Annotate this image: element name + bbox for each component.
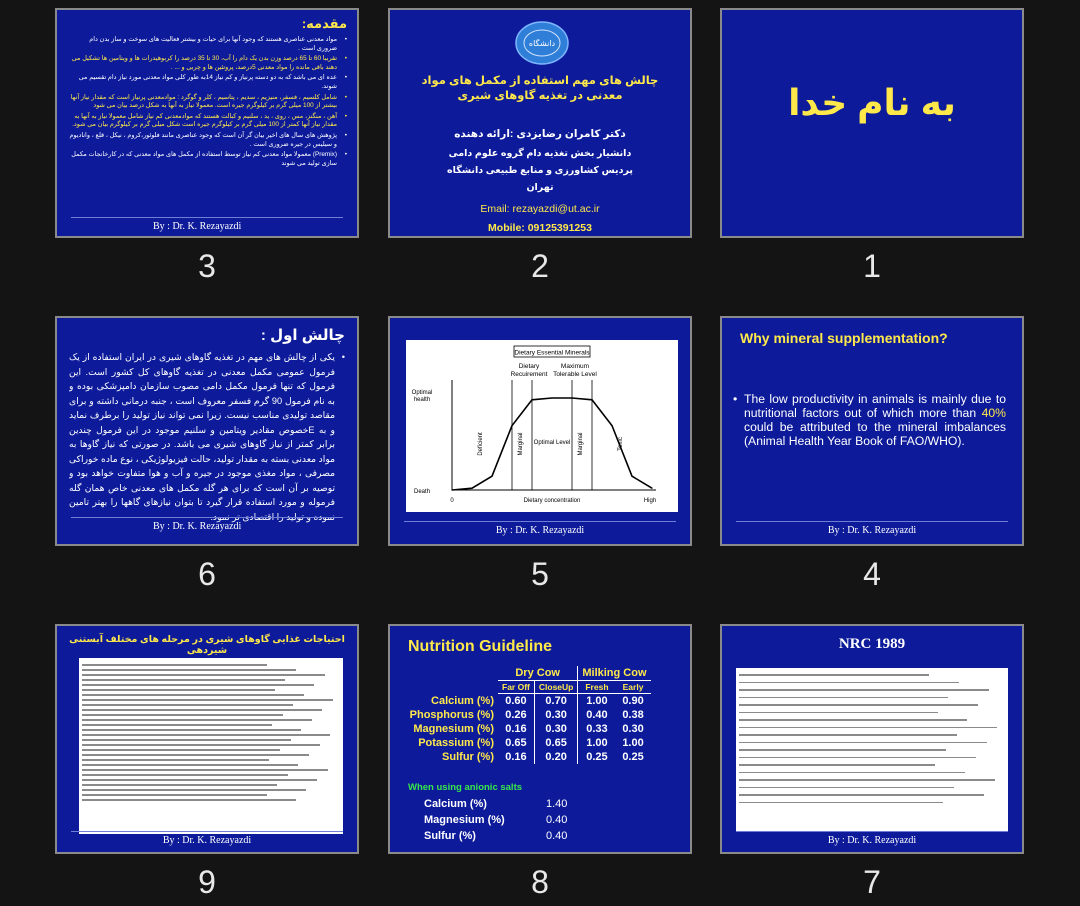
table-line: [82, 779, 317, 781]
table-line: [82, 764, 298, 766]
top-label-requirement: Recuirement: [510, 371, 548, 378]
slide-footer: By : Dr. K. Rezayazdi: [57, 521, 357, 532]
table-line: [82, 744, 320, 746]
chart-point: [551, 397, 552, 398]
table-line: [82, 789, 306, 791]
table-line: [739, 779, 995, 781]
anionic-row: [424, 814, 505, 826]
slide-title: Nutrition Guideline: [408, 638, 552, 655]
slide-1[interactable]: [720, 8, 1024, 238]
anionic-value: 0.40: [546, 814, 568, 826]
logo-lettering: دانشگاه: [528, 39, 556, 48]
affiliation-line-2: پردیس کشاورزی و منابع طبیعی دانشگاه: [447, 165, 633, 176]
anionic-value: 1.40: [546, 798, 568, 810]
requirements-table-image: [79, 658, 343, 834]
table-line: [82, 729, 301, 731]
slide-9[interactable]: [55, 624, 359, 854]
slide-number: 2: [531, 248, 549, 284]
chart-title: Dietary Essential Minerals: [514, 349, 590, 357]
row-label: Sulfur (%): [442, 751, 494, 763]
slide-footer: By : Dr. K. Rezayazdi: [57, 221, 357, 232]
y-label-health: health: [413, 397, 431, 403]
anionic-label: Calcium (%): [424, 798, 487, 810]
chart-point: [491, 476, 492, 477]
chart-point: [511, 425, 512, 426]
bullet-item: • مواد معدنی عناصری هستند که وجود آنها برای حیات و بیشتر فعالیت های سوخت و ساز بدن دام ضروری است .: [69, 36, 347, 53]
table-line: [82, 664, 267, 666]
bullet-item: • (Premix) معمولا مواد معدنی کم نیاز توسط استفاده از مکمل های مواد معدنی که در کارخانجات مکمل سازی تولید می شوند: [69, 151, 347, 168]
top-label-maximum: Maximum: [560, 363, 590, 370]
chart-zones: [478, 380, 624, 490]
table-line: [739, 712, 938, 714]
row-label: Magnesium (%): [413, 723, 494, 735]
slide-title: Why mineral supplementation?: [740, 330, 948, 346]
table-cell: 0.65: [505, 737, 527, 749]
table-line: [82, 704, 293, 706]
table-line: [739, 772, 965, 774]
table-line: [82, 719, 312, 721]
slide-body: [733, 392, 1006, 448]
slide-3[interactable]: [55, 8, 359, 238]
table-line: [82, 714, 283, 716]
group-header-dry-cow: Dry Cow: [498, 666, 578, 681]
table-line: [82, 694, 304, 696]
table-cell: 0.20: [534, 750, 577, 764]
table-row: [400, 708, 651, 722]
zone-label: Deficient: [478, 432, 484, 456]
table-row: [400, 694, 651, 709]
slide-4[interactable]: [720, 316, 1024, 546]
bullet-item: • تقریبا 60 تا 65 درصد وزن بدن یک دام را آب، 30 تا 35 درصد را کربوهیدرات ها و ویتامین ها تشکیل می دهند باقی مانده را مواد معدنی 5درصد، پروتئین ها و چربی و ... .: [69, 55, 347, 72]
table-line: [739, 704, 978, 706]
slide-number: 9: [198, 864, 216, 900]
table-cell: 0.70: [534, 694, 577, 709]
chart-point: [451, 489, 452, 490]
slide-footer: By : Dr. K. Rezayazdi: [722, 835, 1022, 846]
row-label: Phosphorus (%): [409, 709, 494, 721]
slide-bullets: [69, 36, 347, 170]
table-cell: 1.00: [622, 737, 644, 749]
anionic-label: Sulfur (%): [424, 830, 476, 842]
slide-number: 3: [198, 248, 216, 284]
table-line: [739, 764, 935, 766]
table-line: [739, 794, 984, 796]
subheader-closeup: CloseUp: [534, 681, 577, 694]
nrc-table-image: [736, 668, 1008, 832]
table-line: [739, 734, 957, 736]
anionic-salts-heading: When using anionic salts: [408, 782, 523, 793]
table-line: [82, 679, 285, 681]
bullet-item: • شامل کلسیم ، فسفر، منیزیم ، سدیم ، پتاسیم ، کلر و گوگرد : موادمعدنی پرنیاز است که مقدار نیاز آنها بیشتر از 100 میلی گرم بر کیلوگرم جیره است. معمولا نیاز به آنها به شکل درصد بیان می شود: [69, 94, 347, 111]
group-header-milking-cow: Milking Cow: [578, 666, 651, 681]
slide-title: احتیاجات غذایی گاوهای شیری در مرحله های مختلف آبستنی شیردهی: [69, 634, 345, 656]
table-cell: 1.00: [578, 736, 616, 750]
highlight-percent: 40%: [981, 406, 1006, 420]
slide-number: 4: [863, 556, 881, 592]
table-line: [82, 709, 322, 711]
table-cell: 0.30: [534, 722, 577, 736]
table-line: [739, 802, 943, 804]
table-line: [82, 684, 314, 686]
university-logo: [514, 20, 570, 66]
slide-number: 5: [531, 556, 549, 592]
bullet-dot: •: [733, 392, 738, 406]
chart-point: [591, 399, 592, 400]
table-line: [739, 689, 989, 691]
table-cell: 0.16: [505, 751, 527, 763]
table-line: [82, 794, 267, 796]
table-cell: 0.26: [505, 709, 527, 721]
table-line: [739, 749, 946, 751]
y-label-optimal: Optimal: [411, 390, 433, 396]
slide-number: 6: [198, 556, 216, 592]
table-line: [82, 799, 296, 801]
table-line: [739, 787, 954, 789]
zone-label: Marginal: [518, 432, 524, 456]
slide-body: [69, 350, 345, 540]
table-line: [82, 754, 309, 756]
x-tick-0: 0: [450, 498, 454, 504]
minerals-chart: [406, 340, 678, 512]
y-label-death: Death: [413, 489, 431, 495]
top-label-tolerable: Tolerable Level: [553, 371, 597, 378]
table-cell: 0.25: [622, 751, 644, 763]
slide-7[interactable]: [720, 624, 1024, 854]
slide-title: مقدمه:: [301, 16, 347, 31]
nutrition-table: [400, 666, 651, 764]
table-cell: 0.90: [622, 695, 644, 707]
affiliation-city: تهران: [526, 182, 554, 193]
subheader-early: Early: [616, 681, 651, 694]
zone-label: Toxic: [618, 437, 624, 451]
body-text-start: The low productivity in animals is mainly due to nutritional factors out of which more than: [744, 392, 1006, 420]
anionic-row: [424, 830, 476, 842]
slide-footer: By : Dr. K. Rezayazdi: [390, 525, 690, 536]
table-cell: 1.00: [578, 694, 616, 709]
slide-footer: By : Dr. K. Rezayazdi: [57, 835, 357, 846]
slide-8[interactable]: [388, 624, 692, 854]
table-cell: 0.40: [578, 708, 616, 722]
body-text-end: could be attributed to the mineral imbalances (Animal Health Year Book of FAO/WHO).: [744, 420, 1006, 448]
subheader-fresh: Fresh: [578, 681, 616, 694]
presenter-name: دکتر کامران رضایزدی :ارائه دهنده: [454, 128, 626, 140]
anionic-label: Magnesium (%): [424, 814, 505, 826]
slide-6[interactable]: [55, 316, 359, 546]
slide-2[interactable]: [388, 8, 692, 238]
table-line: [82, 784, 277, 786]
table-line: [82, 674, 325, 676]
subheader-far-off: Far Off: [498, 681, 534, 694]
slide-title: NRC 1989: [838, 636, 906, 652]
chart-point: [571, 397, 572, 398]
table-line: [82, 669, 296, 671]
table-cell: 0.33: [578, 722, 616, 736]
table-line: [82, 774, 288, 776]
table-row: [400, 750, 651, 764]
slide-title: چالش اول :: [260, 327, 345, 344]
table-line: [739, 742, 987, 744]
table-line: [82, 699, 333, 701]
slide-number: 1: [863, 248, 881, 284]
table-cell: 0.65: [534, 736, 577, 750]
zone-label: Marginal: [578, 432, 584, 456]
table-line: [82, 769, 328, 771]
table-cell: 0.16: [505, 723, 527, 735]
mobile-text: Mobile: 09125391253: [488, 222, 592, 234]
chart-point: [471, 488, 472, 489]
affiliation-line-1: دانشیار بخش تغذیه دام گروه علوم دامی: [448, 148, 632, 159]
anionic-value: 0.40: [546, 830, 568, 842]
table-cell: 0.30: [622, 723, 644, 735]
table-line: [82, 724, 272, 726]
x-axis-label: Dietary concentration: [523, 498, 581, 504]
table-line: [739, 727, 997, 729]
table-cell: 0.30: [534, 708, 577, 722]
table-cell: 0.38: [622, 709, 644, 721]
bullet-item: • آهن ، منگنز، مس ، روی ، ید ، سلنیم و کبالت هستند که موادمعدنی کم نیاز شامل معمولا نیاز به آنها به مقدار نیاز آنها کمتر از 100 میلی گرم بر کیلوگرم جیره است شکل میلی گرم بر کیلوگرم بیان می شود.: [69, 113, 347, 130]
chart-point: [531, 399, 532, 400]
zone-label: Optimal Level: [533, 440, 571, 446]
x-tick-high: High: [643, 498, 657, 504]
anionic-row: [424, 798, 487, 810]
top-label-dietary: Dietary: [518, 363, 540, 370]
email-text: Email: rezayazdi@ut.ac.ir: [480, 203, 600, 215]
table-line: [82, 734, 330, 736]
table-line: [739, 697, 948, 699]
table-row: [400, 736, 651, 750]
bullet-item: • عده ای می باشد که به دو دسته پرنیاز و کم نیاز 14به طور کلی مواد معدنی مورد نیاز دام تقسیم می شوند.: [69, 74, 347, 91]
table-line: [739, 674, 929, 676]
bullet-item: • پژوهش های سال های اخیر بیان گر آن است که وجود عناصری مانند فلوئور،کروم ، نیکل ، قلع ، وانادیوم و سیلیس در جیره ضروری است .: [69, 132, 347, 149]
table-line: [82, 759, 269, 761]
chart-point: [651, 488, 652, 489]
table-line: [82, 749, 280, 751]
table-cell: 0.25: [578, 750, 616, 764]
table-cell: 0.60: [505, 695, 527, 707]
slide-footer: By : Dr. K. Rezayazdi: [722, 525, 1022, 536]
chart-point: [611, 425, 612, 426]
row-label: Potassium (%): [418, 737, 494, 749]
row-label: Calcium (%): [431, 694, 494, 707]
table-line: [739, 719, 967, 721]
slide-5[interactable]: [388, 316, 692, 546]
presentation-title: چالش های مهم استفاده از مکمل های مواد معدنی در تغذیه گاوهای شیری: [421, 75, 659, 102]
table-row: [400, 722, 651, 736]
slide-number: 8: [531, 864, 549, 900]
table-line: [739, 682, 959, 684]
slide-title: به نام خدا: [788, 82, 956, 123]
table-line: [82, 739, 291, 741]
bullet-item: • یکی از چالش های مهم در تغذیه گاوهای شیری در ایران استفاده از یک فرمول عمومی مکمل معدنی در تغذیه گاوهای کل کشور است. این فرمول که تنها فرمول مکمل دامی مصوب سازمان دامپزشکی بوده و به نام فرمول 90 گرم فسفر معروف است ، جنبه درمانی داشته و برای مقاصد تولیدی مناسب نیست. زیرا نمی تواند نیاز تولید را برطرف نماید و به Eخصوص مقادیر ویتامین و سلنیم موجود در این فرمول چندین برابر کمتر از نیاز گاوهای شیری می باشد. در صورتی که نیاز گاوها به مواد معدنی بسته به مقدار تولید، حالت فیزیولوژیکی ، نوع ماده خوراکی مصرفی ، مواد مغذی موجود در جیره و آب و هوا متفاوت خواهد بود و توصیه بر آن است که برای هر گله مکمل های معدنی خاص همان گله فرموله و مورد استفاده قرار گیرد تا بتوان نیازهای گاهها را بهتر تامین نموده و تولید را اقتصادی تر نمود.: [69, 350, 345, 524]
table-line: [82, 689, 275, 691]
slide-number: 7: [863, 864, 881, 900]
table-line: [739, 757, 976, 759]
chart-point: [631, 476, 632, 477]
